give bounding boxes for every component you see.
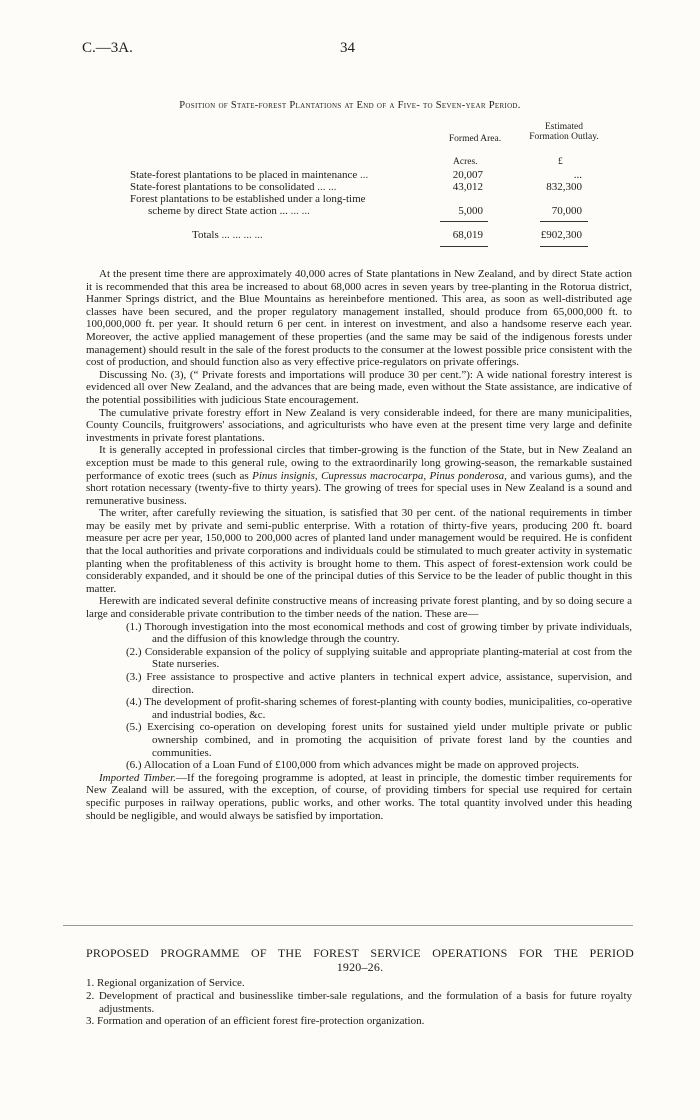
totals-row — [0, 229, 700, 241]
row-area: 5,000 — [458, 205, 483, 217]
table-title: Position of State-forest Plantations at End of a Five- to Seven-year Period. — [179, 100, 521, 111]
column-header-formation-outlay: Estimated Formation Outlay. — [529, 122, 599, 142]
list-item: 2. Development of practical and businesslike timber-sale regulations, and the formulation of a basis for future royalty adjustments. — [86, 989, 632, 1015]
programme-list — [86, 977, 632, 1028]
table-row — [0, 205, 700, 217]
list-item: (2.) Considerable expansion of the policy of supplying suitable and appropriate planting-material at cost from the State nurseries. — [126, 645, 632, 671]
totals-rule-outlay — [540, 221, 588, 222]
unit-acres: Acres. — [453, 157, 478, 167]
table-row — [0, 181, 700, 193]
list-item: (6.) Allocation of a Loan Fund of £100,000 from which advances might be made on approved projects. — [126, 759, 580, 772]
table-row — [0, 169, 700, 181]
row-label: Forest plantations to be established under a long-time — [130, 193, 366, 205]
row-label: State-forest plantations to be placed in maintenance ... — [130, 169, 369, 181]
row-label: scheme by direct State action ... ... ... — [148, 205, 310, 217]
page-number: 34 — [340, 40, 355, 56]
paragraph: Imported Timber.—If the foregoing programme is adopted, at least in principle, the domestic timber requirements for New Zealand will be assured, with the exception, of course, of providing timbers for special use required for certain specific purposes in railway operations, public works, and other works. The total quantity involved under this heading should be negligible, and would always be satisfied by importation. — [86, 771, 632, 822]
means-list — [86, 621, 632, 772]
paragraph: Discussing No. (3), (“ Private forests and importations will produce 30 per cent.”): A wide national forestry interest is evidenced all over New Zealand, and the advances that are being made, even without the State assistance, are indicative of the potential possibilities with judicious State encouragement. — [86, 368, 632, 406]
row-area: 43,012 — [452, 181, 483, 193]
body-text — [86, 268, 632, 822]
paragraph: At the present time there are approximately 40,000 acres of State plantations in New Zealand, and by direct State action it is recommended that this area be increased to about 68,000 acres in seven years by tree-planting in the Rotorua district, Hanmer Springs district, and the Blue Mountains as hereinbefore mentioned. This area, as soon as well-distributed age classes have been secured, and the proper regulatory management installed, should produce from 65,000,000 ft. to 100,000,000 ft. per year. It should return 6 per cent. in interest on investment, and also a handsome reserve each year. Moreover, the active applied management of these properties (and the same may be said of the indigenous forests under management) should result in the sale of the forest products to the consumer at the lowest possible price consistent with the cost of production, and should function also as very effective price-regulators on private offerings. — [86, 268, 632, 369]
document-reference: C.—3A. — [82, 40, 133, 56]
paragraph: Herewith are indicated several definite constructive means of increasing private forest planting, and by so doing secure a large and considerable private contribution to the timber needs of the nation. These are— — [86, 595, 632, 621]
totals-outlay: £902,300 — [540, 229, 582, 241]
list-item: (1.) Thorough investigation into the most economical methods and cost of growing timber by private individuals, and the diffusion of this knowledge through the country. — [126, 620, 632, 646]
programme-title: PROPOSED PROGRAMME OF THE FOREST SERVICE OPERATIONS FOR THE PERIOD 1920–26. — [86, 946, 634, 974]
list-item: 1. Regional organization of Service. — [86, 977, 245, 989]
paragraph: The writer, after carefully reviewing the situation, is satisfied that 30 per cent. of the national requirements in timber may be easily met by private and semi-public enterprise. With a rotation of thirty-five years, producing 200 ft. board measure per acre per year, 150,000 to 200,000 acres of planted land under management would be required. He is confident that the local authorities and private corporations and individuals could be stimulated to much greater activity in systematic planting when the profitableness of this activity is brought home to them. This aspect of forest-extension work could be considerably expanded, and it should be one of the principal duties of this Service to be the leader of public thought in this matter. — [86, 507, 632, 595]
totals-rule-area — [440, 221, 488, 222]
list-item: (4.) The development of profit-sharing schemes of forest-planting with county bodies, municipalities, co-operative and industrial bodies, &c. — [126, 696, 632, 721]
totals-area: 68,019 — [452, 229, 483, 241]
list-item: 3. Formation and operation of an efficient forest fire-protection organization. — [86, 1015, 425, 1028]
section-heading-imported-timber: Imported Timber. — [99, 771, 176, 784]
totals-label: Totals ... ... ... ... — [192, 229, 263, 241]
unit-pounds: £ — [558, 157, 563, 167]
column-header-formed-area: Formed Area. — [448, 134, 502, 144]
list-item: (3.) Free assistance to prospective and active planters in technical expert advice, assistance, supervision, and direction. — [126, 671, 632, 696]
totals-underline-area — [440, 246, 488, 247]
row-outlay: 832,300 — [546, 181, 582, 193]
paragraph: The cumulative private forestry effort in New Zealand is very considerable indeed, for there are many municipalities, County Councils, fruitgrowers' associations, and agriculturists who have even at the present time very large and definite investments in private forest plantations. — [86, 406, 632, 444]
paragraph: It is generally accepted in professional circles that timber-growing is the function of the State, but in New Zealand an exception must be made to this general rule, owing to the extraordinarily long growing-season, the remarkable sustained performance of exotic trees (such as Pinus insignis, Cupressus macrocarpa, Pinus ponderosa, and various gums), and the short rotation necessary (twenty-five to thirty years). The growing of trees for special uses in New Zealand is a sound and remunerative business. — [86, 444, 632, 507]
row-label: State-forest plantations to be consolidated ... ... — [130, 181, 337, 193]
row-outlay: 70,000 — [551, 205, 582, 217]
list-item: (5.) Exercising co-operation on developing forest units for sustained yield under multiple private or public ownership combined, and in promoting the acquisition of private forest land by the counties and communities. — [126, 721, 632, 759]
totals-underline-outlay — [540, 246, 588, 247]
table-row — [0, 193, 700, 205]
row-area: 20,007 — [452, 169, 483, 181]
section-divider — [63, 925, 633, 926]
row-outlay: ... — [573, 169, 582, 181]
